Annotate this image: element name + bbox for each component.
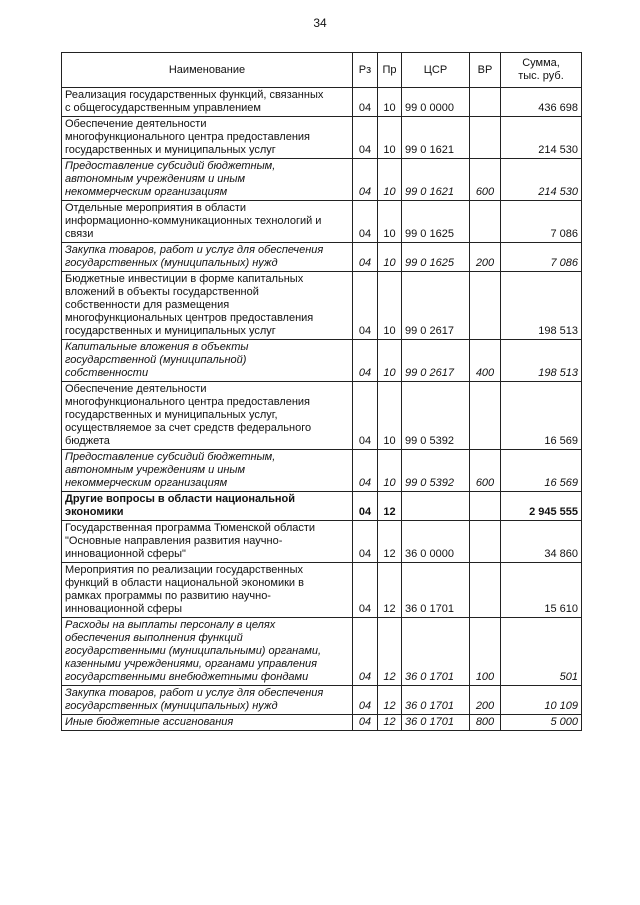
row-name-line: собственности (65, 367, 149, 379)
row-csr-cell: 99 0 5392 (402, 382, 470, 450)
row-name-line: Обеспечение деятельности (65, 383, 207, 395)
table-body (62, 88, 582, 731)
row-name-line: Отдельные мероприятия в области (65, 202, 247, 214)
row-name-line: государственных и муниципальных услуг (65, 325, 276, 337)
row-rz-cell: 04 (353, 521, 378, 563)
row-csr-cell: 99 0 1621 (402, 117, 470, 159)
row-sum-cell: 2 945 555 (501, 492, 582, 521)
row-csr-cell: 99 0 1625 (402, 243, 470, 272)
row-name-line: Закупка товаров, работ и услуг для обеспечения (65, 687, 324, 699)
row-name-cell (62, 686, 353, 715)
table-row (62, 563, 582, 618)
row-name-line: "Основные направления развития научно- (65, 535, 283, 547)
row-name-line: казенными учреждениями, органами управления (65, 658, 318, 670)
row-vr-cell: 200 (470, 686, 501, 715)
row-name-line: автономным учреждениям и иным (65, 173, 246, 185)
row-name-line: Бюджетные инвестиции в форме капитальных (65, 273, 304, 285)
row-sum-cell: 198 513 (501, 340, 582, 382)
row-pr-cell: 10 (378, 382, 402, 450)
row-rz-cell: 04 (353, 686, 378, 715)
row-name-line: государственными внебюджетными фондами (65, 671, 309, 683)
row-vr-cell: 100 (470, 618, 501, 686)
row-pr-cell: 10 (378, 117, 402, 159)
row-sum-cell: 15 610 (501, 563, 582, 618)
row-sum-cell: 10 109 (501, 686, 582, 715)
row-csr-cell: 99 0 1625 (402, 201, 470, 243)
row-rz-cell: 04 (353, 272, 378, 340)
row-csr-cell: 99 0 2617 (402, 340, 470, 382)
row-rz-cell: 04 (353, 340, 378, 382)
table-row (62, 450, 582, 492)
row-name-cell (62, 243, 353, 272)
row-name-line: бюджета (65, 435, 110, 447)
row-name-line: инновационной сферы (65, 603, 182, 615)
row-pr-cell: 10 (378, 201, 402, 243)
table-row (62, 159, 582, 201)
row-name-cell (62, 201, 353, 243)
row-pr-cell: 10 (378, 450, 402, 492)
row-sum-cell: 436 698 (501, 88, 582, 117)
row-name-line: Обеспечение деятельности (65, 118, 207, 130)
row-name-line: Предоставление субсидий бюджетным, (65, 451, 276, 463)
row-vr-cell (470, 272, 501, 340)
row-name-line: Мероприятия по реализации государственных (65, 564, 303, 576)
row-name-cell (62, 492, 353, 521)
row-vr-cell: 600 (470, 159, 501, 201)
row-sum-cell: 16 569 (501, 382, 582, 450)
row-pr-cell: 10 (378, 243, 402, 272)
row-pr-cell: 12 (378, 686, 402, 715)
row-name-line: некоммерческим организациям (65, 186, 228, 198)
row-sum-cell: 214 530 (501, 159, 582, 201)
header-rz: Рз (353, 53, 378, 88)
row-vr-cell: 800 (470, 715, 501, 731)
header-csr: ЦСР (402, 53, 470, 88)
row-name-line: вложений в объекты государственной (65, 286, 259, 298)
header-sum-line2: тыс. руб. (518, 70, 564, 82)
header-pr: Пр (378, 53, 402, 88)
row-vr-cell: 600 (470, 450, 501, 492)
row-name-line: многофункциональных центров предоставления (65, 312, 314, 324)
row-name-line: Закупка товаров, работ и услуг для обеспечения (65, 244, 324, 256)
row-vr-cell (470, 117, 501, 159)
row-name-line: Капитальные вложения в объекты (65, 341, 249, 353)
row-name-line: обеспечения выполнения функций (65, 632, 243, 644)
row-name-line: собственности для размещения (65, 299, 230, 311)
row-name-cell (62, 450, 353, 492)
row-pr-cell: 12 (378, 521, 402, 563)
row-name-line: Другие вопросы в области национальной (65, 493, 296, 505)
row-name-line: государственных и муниципальных услуг (65, 144, 276, 156)
row-rz-cell: 04 (353, 450, 378, 492)
table-row (62, 715, 582, 731)
row-rz-cell: 04 (353, 117, 378, 159)
table-row (62, 201, 582, 243)
row-name-cell (62, 272, 353, 340)
row-sum-cell: 16 569 (501, 450, 582, 492)
row-vr-cell (470, 492, 501, 521)
table-header-row (62, 53, 582, 88)
row-pr-cell: 12 (378, 563, 402, 618)
row-vr-cell: 200 (470, 243, 501, 272)
table-row (62, 521, 582, 563)
row-rz-cell: 04 (353, 88, 378, 117)
row-pr-cell: 12 (378, 715, 402, 731)
row-vr-cell (470, 201, 501, 243)
row-name-line: Государственная программа Тюменской области (65, 522, 316, 534)
row-name-line: Иные бюджетные ассигнования (65, 716, 234, 728)
row-name-line: государственных и муниципальных услуг, (65, 409, 278, 421)
row-csr-cell: 99 0 5392 (402, 450, 470, 492)
row-rz-cell: 04 (353, 159, 378, 201)
row-name-line: Предоставление субсидий бюджетным, (65, 160, 276, 172)
row-name-cell (62, 521, 353, 563)
row-vr-cell: 400 (470, 340, 501, 382)
table-row (62, 117, 582, 159)
row-sum-cell: 5 000 (501, 715, 582, 731)
row-sum-cell: 198 513 (501, 272, 582, 340)
row-pr-cell: 10 (378, 340, 402, 382)
row-name-line: функций в области национальной экономики в (65, 577, 304, 589)
row-name-line: с общегосударственным управлением (65, 102, 261, 114)
row-csr-cell: 36 0 0000 (402, 521, 470, 563)
row-sum-cell: 7 086 (501, 243, 582, 272)
row-name-line: некоммерческим организациям (65, 477, 228, 489)
header-vr: ВР (470, 53, 501, 88)
row-name-cell (62, 88, 353, 117)
row-csr-cell: 99 0 0000 (402, 88, 470, 117)
row-name-line: осуществляемое за счет средств федерального (65, 422, 312, 434)
table-row (62, 243, 582, 272)
row-pr-cell: 12 (378, 492, 402, 521)
row-rz-cell: 04 (353, 715, 378, 731)
row-pr-cell: 10 (378, 88, 402, 117)
row-pr-cell: 12 (378, 618, 402, 686)
row-sum-cell: 501 (501, 618, 582, 686)
row-name-cell (62, 340, 353, 382)
row-csr-cell: 36 0 1701 (402, 715, 470, 731)
header-sum (501, 53, 582, 88)
row-sum-cell: 214 530 (501, 117, 582, 159)
row-name-cell (62, 117, 353, 159)
row-csr-cell (402, 492, 470, 521)
row-name-cell (62, 382, 353, 450)
row-csr-cell: 36 0 1701 (402, 618, 470, 686)
row-pr-cell: 10 (378, 159, 402, 201)
table-row (62, 492, 582, 521)
table-row (62, 340, 582, 382)
row-pr-cell: 10 (378, 272, 402, 340)
row-name-line: экономики (65, 506, 124, 518)
row-name-cell (62, 159, 353, 201)
table-row (62, 686, 582, 715)
row-rz-cell: 04 (353, 243, 378, 272)
row-name-cell (62, 563, 353, 618)
row-csr-cell: 36 0 1701 (402, 563, 470, 618)
row-csr-cell: 36 0 1701 (402, 686, 470, 715)
row-name-line: государственной (муниципальной) (65, 354, 247, 366)
row-rz-cell: 04 (353, 492, 378, 521)
budget-table (61, 52, 582, 731)
row-rz-cell: 04 (353, 382, 378, 450)
row-name-line: Реализация государственных функций, связанных (65, 89, 324, 101)
header-name: Наименование (62, 53, 353, 88)
row-name-line: многофункционального центра предоставления (65, 396, 311, 408)
row-vr-cell (470, 382, 501, 450)
row-name-line: связи (65, 228, 94, 240)
row-name-line: рамках программы по развитию научно- (65, 590, 271, 602)
row-name-cell (62, 618, 353, 686)
row-csr-cell: 99 0 1621 (402, 159, 470, 201)
row-vr-cell (470, 521, 501, 563)
table-row (62, 88, 582, 117)
row-name-line: автономным учреждениям и иным (65, 464, 246, 476)
row-name-line: государственных (муниципальных) нужд (65, 257, 278, 269)
row-name-line: Расходы на выплаты персоналу в целях (65, 619, 276, 631)
row-name-line: государственных (муниципальных) нужд (65, 700, 278, 712)
row-rz-cell: 04 (353, 563, 378, 618)
row-csr-cell: 99 0 2617 (402, 272, 470, 340)
row-name-line: информационно-коммуникационных технологий и (65, 215, 322, 227)
table-row (62, 618, 582, 686)
row-vr-cell (470, 88, 501, 117)
table-row (62, 382, 582, 450)
row-sum-cell: 7 086 (501, 201, 582, 243)
row-name-line: государственными (муниципальными) органами, (65, 645, 322, 657)
header-sum-line1: Сумма, (522, 57, 560, 69)
row-name-line: инновационной сферы" (65, 548, 186, 560)
table-row (62, 272, 582, 340)
page-number: 34 (313, 16, 327, 30)
row-name-line: многофункционального центра предоставления (65, 131, 311, 143)
row-rz-cell: 04 (353, 618, 378, 686)
row-name-cell (62, 715, 353, 731)
row-vr-cell (470, 563, 501, 618)
row-sum-cell: 34 860 (501, 521, 582, 563)
row-rz-cell: 04 (353, 201, 378, 243)
